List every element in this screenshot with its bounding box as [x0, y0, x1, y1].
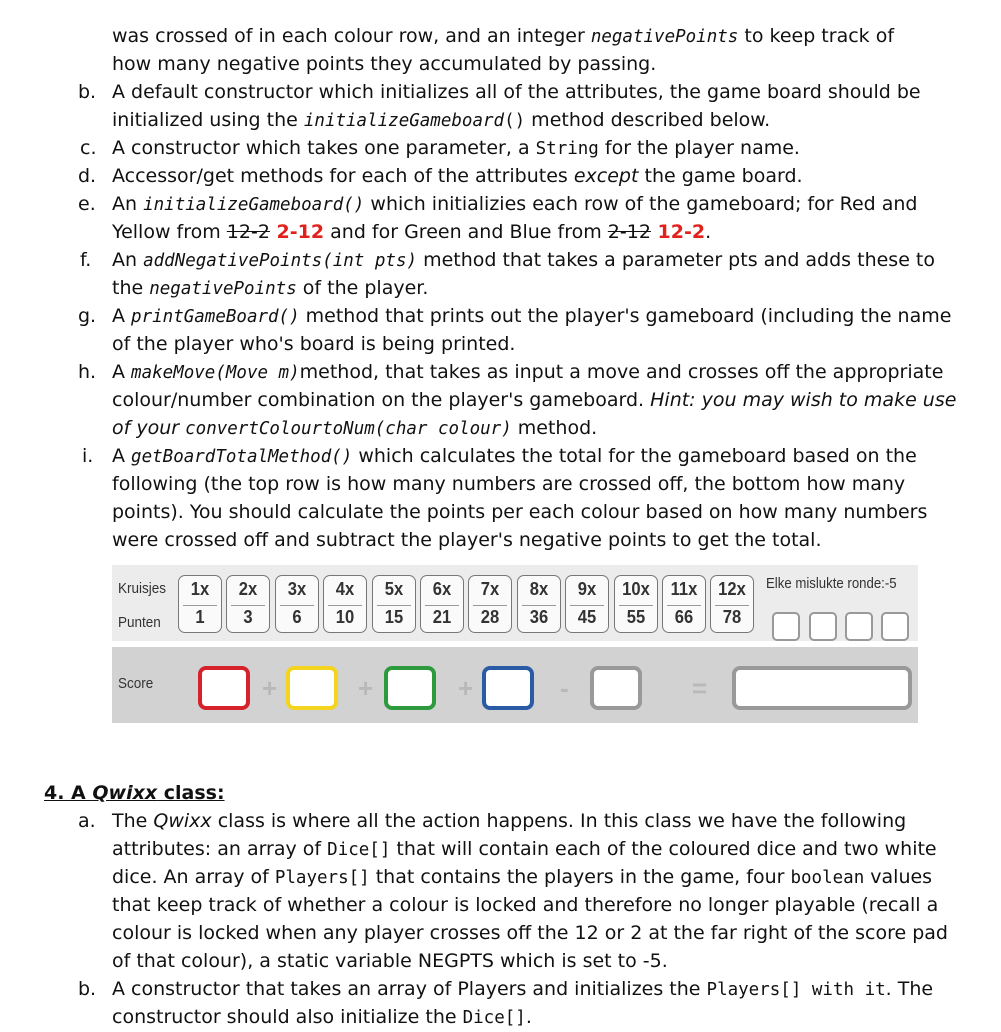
item-g-line-1: A printGameBoard() method that prints out the player's gameboard (including the name [112, 305, 952, 327]
points-value: 15 [384, 607, 403, 627]
score-column [710, 575, 754, 633]
yellow-score-box [286, 666, 338, 710]
item-i-label: i. [82, 445, 94, 467]
crosses-count: 1x [190, 579, 210, 599]
score-column [275, 575, 319, 633]
points-value: 45 [577, 607, 597, 627]
crosses-count: 7x [481, 579, 500, 599]
score-column [468, 575, 512, 633]
item-h-line-3: of your convertColourtoNum(char colour) method. [112, 417, 598, 439]
points-value: 6 [292, 607, 302, 627]
s4-item-b-label: b. [78, 978, 97, 1000]
item-h-line-2: colour/number combination on the player's gameboard. Hint: you may wish to make use [112, 389, 957, 411]
penalty-box [845, 612, 873, 641]
plus-operator: + [262, 673, 278, 703]
cell-divider [715, 605, 749, 606]
cell-divider [183, 605, 217, 606]
points-value: 21 [432, 607, 452, 627]
minus-operator: - [560, 673, 569, 703]
intro-line-1: was crossed of in each colour row, and an integer negativePoints to keep track of [112, 25, 895, 47]
red-score-box [198, 666, 250, 710]
points-value: 3 [243, 607, 253, 627]
cell-divider [570, 605, 604, 606]
item-e-line-2: Yellow from 12-2 2-12 and for Green and Blue from 2-12 12-2. [112, 221, 712, 243]
item-d-label: d. [78, 165, 97, 187]
intro-line-2: how many negative points they accumulated by passing. [112, 53, 657, 75]
total-score-box [732, 666, 912, 710]
cell-divider [473, 605, 507, 606]
item-i-line-4: were crossed off and subtract the player's negative points to get the total. [112, 529, 822, 551]
item-h-line-1: A makeMove(Move m)method, that takes as input a move and crosses off the appropriate [112, 361, 944, 383]
score-column [420, 575, 464, 633]
item-g-line-2: of the player who's board is being printed. [112, 333, 516, 355]
cell-divider [425, 605, 459, 606]
points-value: 36 [529, 607, 549, 627]
plus-operator: + [358, 673, 374, 703]
penalty-score-box [590, 666, 642, 710]
crosses-count: 3x [287, 579, 307, 599]
points-value: 10 [335, 607, 355, 627]
score-column [517, 575, 561, 633]
s4-item-b-line-2: constructor should also initialize the Dice[]. [112, 1006, 532, 1028]
points-value: 66 [674, 607, 694, 627]
s4-item-a-line-4: that keep track of whether a colour is locked and therefore no longer playable (recall a [112, 894, 939, 916]
cell-divider [328, 605, 362, 606]
crosses-count: 4x [335, 579, 355, 599]
qwixx-score-card [112, 565, 918, 723]
cell-divider [280, 605, 314, 606]
crosses-count: 5x [384, 579, 403, 599]
penalty-box [809, 612, 837, 641]
score-column [323, 575, 367, 633]
item-c-label: c. [80, 137, 97, 159]
cell-divider [619, 605, 653, 606]
section-4-heading: 4. A Qwixx class: [44, 782, 225, 804]
score-column [662, 575, 706, 633]
item-b-label: b. [78, 81, 97, 103]
plus-operator: + [458, 673, 474, 703]
s4-item-b-line-1: A constructor that takes an array of Players and initializes the Players[] with it. The [112, 978, 934, 1000]
item-f-label: f. [80, 249, 92, 271]
item-b-line-1: A default constructor which initializes all of the attributes, the game board should be [112, 81, 921, 103]
cell-divider [231, 605, 265, 606]
cell-divider [522, 605, 556, 606]
item-e-line-1: An initializeGameboard() which initializies each row of the gameboard; for Red and [112, 193, 918, 215]
score-column [226, 575, 270, 633]
equals-operator: = [692, 673, 708, 703]
item-h-label: h. [78, 361, 97, 383]
points-value: 78 [723, 607, 742, 627]
points-value: 55 [626, 607, 645, 627]
crosses-count: 10x [621, 579, 650, 599]
item-g-label: g. [78, 305, 97, 327]
s4-item-a-line-3: dice. An array of Players[] that contains the players in the game, four boolean values [112, 866, 933, 888]
s4-item-a-line-1: The Qwixx class is where all the action happens. In this class we have the following [112, 810, 907, 832]
crosses-count: 12x [718, 579, 747, 599]
crosses-count: 6x [432, 579, 452, 599]
green-score-box [384, 666, 436, 710]
item-e-label: e. [78, 193, 96, 215]
item-b-line-2: initialized using the initializeGameboard() method described below. [112, 109, 771, 131]
penalty-box [881, 612, 909, 641]
item-i-line-1: A getBoardTotalMethod() which calculates the total for the gameboard based on the [112, 445, 917, 467]
points-value: 28 [481, 607, 500, 627]
penalty-label: Elke mislukte ronde:-5 [766, 575, 897, 592]
s4-item-a-line-2: attributes: an array of Dice[] that will contain each of the coloured dice and two white [112, 838, 937, 860]
score-column [565, 575, 609, 633]
score-label: Score [118, 675, 154, 692]
crosses-count: 2x [239, 579, 258, 599]
s4-item-a-label: a. [78, 810, 96, 832]
crosses-count: 9x [577, 579, 597, 599]
cell-divider [667, 605, 701, 606]
crosses-count: 8x [529, 579, 549, 599]
blue-score-box [482, 666, 534, 710]
item-c-line: A constructor which takes one parameter, a String for the player name. [112, 137, 800, 159]
crosses-count: 11x [670, 579, 698, 599]
cell-divider [377, 605, 411, 606]
crosses-row-label: Kruisjes [118, 580, 167, 597]
points-value: 1 [195, 607, 205, 627]
s4-item-a-line-5: colour is locked when any player crosses off the 12 or 2 at the far right of the score pad [112, 922, 948, 944]
score-column [372, 575, 416, 633]
item-i-line-2: following (the top row is how many numbers are crossed off, the bottom how many [112, 473, 906, 495]
penalty-box [772, 612, 800, 641]
s4-item-a-line-6: of that colour), a static variable NEGPTS which is set to -5. [112, 950, 668, 972]
item-f-line-1: An addNegativePoints(int pts) method that takes a parameter pts and adds these to [112, 249, 936, 271]
item-f-line-2: the negativePoints of the player. [112, 277, 429, 299]
score-column [178, 575, 222, 633]
item-i-line-3: points). You should calculate the points per each colour based on how many numbers [112, 501, 928, 523]
item-d-line: Accessor/get methods for each of the attributes except the game board. [112, 165, 803, 187]
score-column [614, 575, 658, 633]
points-row-label: Punten [118, 614, 161, 631]
